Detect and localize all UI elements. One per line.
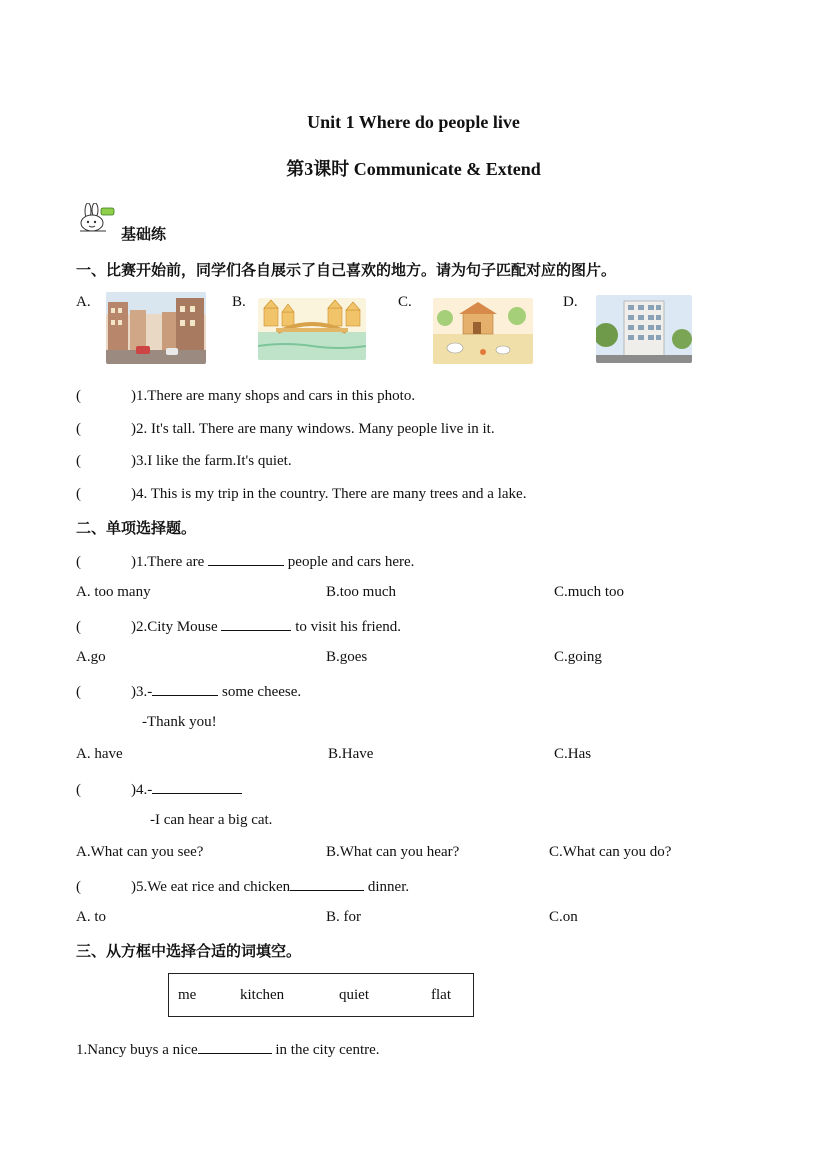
bracket-close: ): [131, 684, 136, 700]
bracket-close: ): [131, 879, 136, 895]
q3-blank[interactable]: [152, 681, 218, 696]
q3-post: some cheese.: [218, 684, 302, 700]
question-1: [76, 551, 414, 571]
q2-option-c[interactable]: C.going: [554, 649, 602, 665]
rabbit-mascot-icon: [76, 203, 116, 235]
option-d-letter: D.: [563, 294, 578, 310]
answer-bracket[interactable]: (: [76, 684, 81, 700]
answer-bracket[interactable]: (: [76, 421, 81, 437]
part1-item-1-text: 1.There are many shops and cars in this photo.: [136, 388, 416, 404]
p3-q1-blank[interactable]: [198, 1039, 272, 1054]
option-c-letter: C.: [398, 294, 412, 310]
q5-blank[interactable]: [290, 876, 364, 891]
q1-blank[interactable]: [208, 551, 284, 566]
part1-heading: 一、比赛开始前，同学们各自展示了自己喜欢的地方。请为句子匹配对应的图片。: [76, 261, 617, 279]
q5-post: dinner.: [364, 879, 410, 895]
part1-item-2: [76, 421, 495, 438]
farm-illustration: [433, 298, 533, 364]
bracket-close: ): [131, 486, 136, 502]
q1-post: people and cars here.: [284, 554, 415, 570]
question-5: [76, 876, 409, 896]
q4-blank[interactable]: [152, 779, 242, 794]
q3-option-a[interactable]: A. have: [76, 746, 123, 762]
answer-bracket[interactable]: (: [76, 486, 81, 502]
word-bank-item: me: [178, 987, 197, 1003]
part1-item-3-text: 3.I like the farm.It's quiet.: [136, 453, 292, 469]
bracket-close: ): [131, 782, 136, 798]
q1-option-a[interactable]: A. too many: [76, 584, 151, 600]
word-bank-item: kitchen: [240, 987, 285, 1003]
q2-option-a[interactable]: A.go: [76, 649, 106, 665]
q4-pre: 4.-: [136, 782, 153, 798]
part1-item-2-text: 2. It's tall. There are many windows. Many people live in it.: [136, 421, 495, 437]
q2-blank[interactable]: [221, 616, 291, 631]
bracket-close: ): [131, 388, 136, 404]
q4-option-c[interactable]: C.What can you do?: [549, 844, 672, 860]
part1-item-3: [76, 453, 292, 470]
town-bridge-illustration: [258, 298, 366, 360]
question-2: [76, 616, 401, 636]
bracket-close: ): [131, 619, 136, 635]
apartment-building-photo: [596, 295, 692, 363]
question-3: [76, 681, 301, 701]
q1-option-c[interactable]: C.much too: [554, 584, 624, 600]
q2-pre: 2.City Mouse: [136, 619, 222, 635]
part1-item-4-text: 4. This is my trip in the country. There are many trees and a lake.: [136, 486, 527, 502]
option-a-letter: A.: [76, 294, 91, 310]
page-title: Unit 1 Where do people live: [307, 112, 520, 132]
bracket-close: ): [131, 421, 136, 437]
part1-item-1: [76, 388, 415, 405]
p3-q1-pre: 1.Nancy buys a nice: [76, 1042, 198, 1058]
answer-bracket[interactable]: (: [76, 619, 81, 635]
word-bank-item: quiet: [339, 987, 369, 1003]
q3-option-b[interactable]: B.Have: [328, 746, 374, 762]
part3-item-1: [76, 1039, 380, 1059]
question-4: [76, 779, 242, 799]
part1-item-4: [76, 486, 526, 503]
answer-bracket[interactable]: (: [76, 554, 81, 570]
q5-option-a[interactable]: A. to: [76, 909, 106, 925]
answer-bracket[interactable]: (: [76, 388, 81, 404]
q1-option-b[interactable]: B.too much: [326, 584, 396, 600]
q2-option-b[interactable]: B.goes: [326, 649, 368, 665]
p3-q1-post: in the city centre.: [271, 1042, 380, 1058]
q3-reply: -Thank you!: [142, 714, 217, 730]
q5-option-b[interactable]: B. for: [326, 909, 361, 925]
option-b-letter: B.: [232, 294, 246, 310]
lesson-subtitle: 第3课时 Communicate & Extend: [286, 159, 541, 179]
part3-heading: 三、从方框中选择合适的词填空。: [76, 942, 302, 960]
q3-option-c[interactable]: C.Has: [554, 746, 592, 762]
section-basic-label: 基础练: [121, 225, 167, 243]
q3-pre: 3.-: [136, 684, 153, 700]
word-bank-item: flat: [431, 987, 451, 1003]
answer-bracket[interactable]: (: [76, 879, 81, 895]
q1-pre: 1.There are: [136, 554, 209, 570]
bracket-close: ): [131, 554, 136, 570]
answer-bracket[interactable]: (: [76, 453, 81, 469]
bracket-close: ): [131, 453, 136, 469]
q2-post: to visit his friend.: [291, 619, 402, 635]
q5-option-c[interactable]: C.on: [549, 909, 578, 925]
q4-option-b[interactable]: B.What can you hear?: [326, 844, 460, 860]
word-bank-box: [168, 973, 474, 1017]
q4-option-a[interactable]: A.What can you see?: [76, 844, 204, 860]
city-street-photo: [106, 292, 206, 364]
part2-heading: 二、单项选择题。: [76, 519, 197, 537]
q4-reply: -I can hear a big cat.: [150, 812, 273, 828]
q5-pre: 5.We eat rice and chicken: [136, 879, 291, 895]
answer-bracket[interactable]: (: [76, 782, 81, 798]
